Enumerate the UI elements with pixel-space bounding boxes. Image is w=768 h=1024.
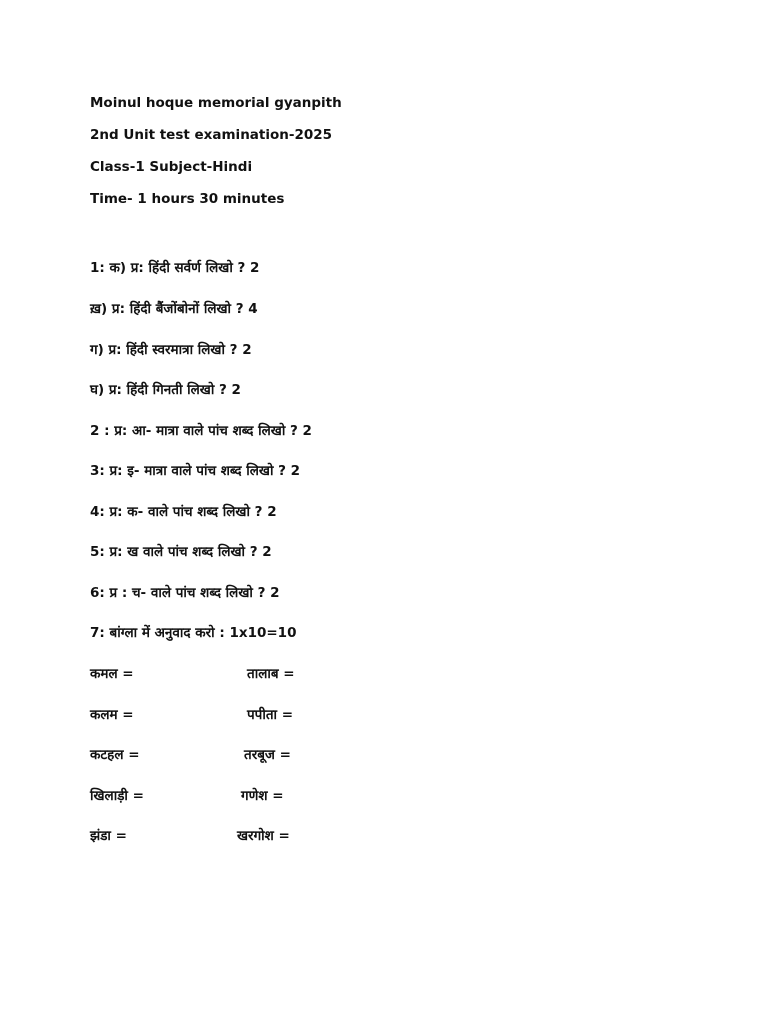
vocab-word-left: कमल = <box>90 666 134 682</box>
class-subject: Class-1 Subject-Hindi <box>90 159 253 175</box>
question-1c: ग) प्र: हिंदी स्वरमात्रा लिखो ? 2 <box>90 342 252 358</box>
question-7: 7: बांग्ला में अनुवाद करो : 1x10=10 <box>90 625 297 641</box>
vocab-word-right: पपीता = <box>247 707 294 723</box>
vocab-word-right: तरबूज = <box>244 747 291 763</box>
exam-time: Time- 1 hours 30 minutes <box>90 191 285 207</box>
question-5: 5: प्र: ख वाले पांच शब्द लिखो ? 2 <box>90 544 272 560</box>
vocab-word-right: गणेश = <box>241 788 284 804</box>
school-name: Moinul hoque memorial gyanpith <box>90 95 342 111</box>
vocab-word-left: कलम = <box>90 707 134 723</box>
question-1a: 1: क) प्र: हिंदी सर्वर्ण लिखो ? 2 <box>90 260 260 276</box>
question-4: 4: प्र: क- वाले पांच शब्द लिखो ? 2 <box>90 504 277 520</box>
vocab-word-right: तालाब = <box>247 666 295 682</box>
vocab-row <box>90 706 430 724</box>
vocab-row <box>90 746 430 764</box>
vocab-row <box>90 665 430 683</box>
question-6: 6: प्र : च- वाले पांच शब्द लिखो ? 2 <box>90 585 280 601</box>
vocab-word-right: खरगोश = <box>237 828 290 844</box>
vocab-word-left: खिलाड़ी = <box>90 788 144 804</box>
question-2: 2 : प्र: आ- मात्रा वाले पांच शब्द लिखो ? 2 <box>90 423 312 439</box>
question-1d: घ) प्र: हिंदी गिनती लिखो ? 2 <box>90 382 241 398</box>
question-3: 3: प्र: इ- मात्रा वाले पांच शब्द लिखो ? 2 <box>90 463 301 479</box>
vocab-row <box>90 827 430 845</box>
vocab-row <box>90 787 430 805</box>
exam-title: 2nd Unit test examination-2025 <box>90 127 333 143</box>
vocab-word-left: कटहल = <box>90 747 140 763</box>
question-1b: ख़) प्र: हिंदी बैंजोंबोनों लिखो ? 4 <box>90 301 258 317</box>
vocab-word-left: झंडा = <box>90 828 127 844</box>
